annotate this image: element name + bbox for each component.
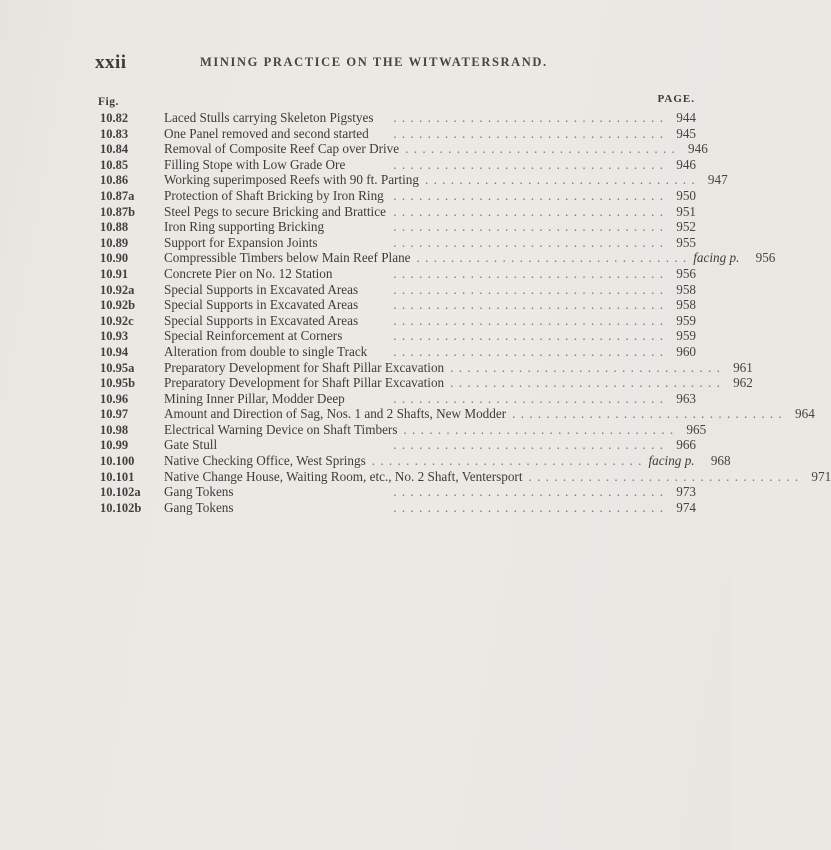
page-number: 947 <box>707 172 728 188</box>
figure-entry <box>100 250 776 266</box>
figure-title: Amount and Direction of Sag, Nos. 1 and 2 Shafts, New Modder <box>164 406 507 422</box>
figure-entry <box>100 313 696 329</box>
dot-leader: . . . . . . . . . . . . . . . . . . . . . . . . . . . . . . . . <box>393 281 664 297</box>
page-number: 966 <box>676 437 696 453</box>
page-number: 968 <box>710 453 731 469</box>
figure-number: 10.84 <box>100 142 129 157</box>
page-number: 958 <box>676 281 696 297</box>
page-number: 964 <box>795 406 815 422</box>
dot-leader: . . . . . . . . . . . . . . . . . . . . . . . . . . . . . . . . <box>405 141 676 157</box>
figure-entry <box>100 297 696 313</box>
figure-number: 10.98 <box>100 422 129 437</box>
dot-leader: . . . . . . . . . . . . . . . . . . . . . . . . . . . . . . . . <box>393 297 664 313</box>
running-title: MINING PRACTICE ON THE WITWATERSRAND. <box>200 55 548 69</box>
figure-entry <box>100 126 696 142</box>
figure-number: 10.91 <box>100 266 129 281</box>
page-number: 952 <box>676 219 696 235</box>
facing-page-note: facing p. <box>693 250 740 266</box>
figure-entry <box>100 282 696 298</box>
figure-number: 10.95a <box>100 360 135 375</box>
figure-title: Mining Inner Pillar, Modder Deep <box>164 390 345 406</box>
figure-title: Support for Expansion Joints <box>164 234 318 250</box>
figure-title: One Panel removed and second started <box>164 125 369 141</box>
page-number: 956 <box>755 250 776 266</box>
figure-title: Iron Ring supporting Bricking <box>164 219 325 235</box>
figure-title: Laced Stulls carrying Skeleton Pigstyes <box>164 110 374 125</box>
figure-entry <box>100 437 696 453</box>
figure-number: 10.87a <box>100 188 135 203</box>
figure-number: 10.89 <box>100 235 129 250</box>
figure-number: 10.92c <box>100 313 134 328</box>
dot-leader: . . . . . . . . . . . . . . . . . . . . . . . . . . . . . . . . <box>450 359 721 375</box>
dot-leader: . . . . . . . . . . . . . . . . . . . . . . . . . . . . . . . . <box>371 453 643 469</box>
dot-leader: . . . . . . . . . . . . . . . . . . . . . . . . . . . . . . . . <box>512 406 783 422</box>
figure-title: Electrical Warning Device on Shaft Timbers <box>164 421 398 437</box>
figure-entry <box>100 172 728 188</box>
figure-title: Special Supports in Excavated Areas <box>164 312 359 328</box>
figure-title: Special Supports in Excavated Areas <box>164 297 359 313</box>
figure-title: Special Reinforcement at Corners <box>164 328 343 344</box>
dot-leader: . . . . . . . . . . . . . . . . . . . . . . . . . . . . . . . . <box>393 343 664 359</box>
figure-title: Protection of Shaft Bricking by Iron Ring <box>164 187 384 203</box>
figure-number: 10.90 <box>100 251 129 266</box>
figure-entry <box>100 328 696 344</box>
fig-column-heading: Fig. <box>98 96 119 108</box>
figure-entry <box>100 421 707 438</box>
figure-title: Preparatory Development for Shaft Pillar Excavation <box>164 359 445 375</box>
dot-leader: . . . . . . . . . . . . . . . . . . . . . . . . . . . . . . . . <box>393 219 664 235</box>
figure-entry <box>100 453 731 469</box>
dot-leader: . . . . . . . . . . . . . . . . . . . . . . . . . . . . . . . . <box>393 437 664 453</box>
figure-number: 10.92b <box>100 298 136 313</box>
figure-entry <box>100 391 696 407</box>
dot-leader: . . . . . . . . . . . . . . . . . . . . . . . . . . . . . . . . <box>393 312 664 328</box>
figure-number: 10.92a <box>100 282 135 297</box>
dot-leader: . . . . . . . . . . . . . . . . . . . . . . . . . . . . . . . . <box>393 110 664 125</box>
figure-number: 10.99 <box>100 438 129 453</box>
dot-leader: . . . . . . . . . . . . . . . . . . . . . . . . . . . . . . . . <box>393 234 664 250</box>
figure-number: 10.97 <box>100 407 129 422</box>
page-number: 956 <box>676 265 696 281</box>
figure-title: Gang Tokens <box>164 499 234 515</box>
page-column-heading: PAGE. <box>657 93 695 105</box>
dot-leader: . . . . . . . . . . . . . . . . . . . . . . . . . . . . . . . . <box>393 125 664 141</box>
figure-title: Compressible Timbers below Main Reef Plane <box>164 250 411 266</box>
figure-number: 10.102b <box>100 500 142 515</box>
figure-number: 10.86 <box>100 173 129 188</box>
page-number: 955 <box>676 234 696 250</box>
page-number: 965 <box>686 421 707 437</box>
page-number: 961 <box>733 359 753 375</box>
page-number: 959 <box>676 312 696 328</box>
page-number: 971 <box>811 468 831 484</box>
figure-entry <box>100 359 753 376</box>
figure-entry <box>100 204 696 220</box>
figure-entry <box>100 406 815 422</box>
figure-number: 10.95b <box>100 376 136 391</box>
figure-title: Steel Pegs to secure Bricking and Brattice <box>164 203 386 219</box>
dot-leader: . . . . . . . . . . . . . . . . . . . . . . . . . . . . . . . . <box>416 250 688 266</box>
figure-title: Concrete Pier on No. 12 Station <box>164 265 333 281</box>
facing-page-note: facing p. <box>648 453 695 469</box>
page-number: 946 <box>688 141 708 157</box>
page-number: 963 <box>676 390 696 406</box>
page-number: 945 <box>676 125 696 141</box>
figure-number: 10.88 <box>100 220 129 235</box>
dot-leader: . . . . . . . . . . . . . . . . . . . . . . . . . . . . . . . . <box>393 390 664 406</box>
figure-title: Gate Stull <box>164 437 218 453</box>
figure-number: 10.85 <box>100 157 129 172</box>
page-folio: xxii <box>95 52 127 73</box>
page-number: 973 <box>676 484 696 500</box>
figure-number: 10.87b <box>100 204 136 219</box>
figure-title: Removal of Composite Reef Cap over Drive <box>164 141 400 157</box>
dot-leader: . . . . . . . . . . . . . . . . . . . . . . . . . . . . . . . . <box>393 156 664 172</box>
dot-leader: . . . . . . . . . . . . . . . . . . . . . . . . . . . . . . . . <box>393 328 664 344</box>
dot-leader: . . . . . . . . . . . . . . . . . . . . . . . . . . . . . . . . <box>450 375 721 391</box>
figure-entry <box>100 344 696 360</box>
figure-title: Preparatory Development for Shaft Pillar Excavation <box>164 375 445 391</box>
figure-entry <box>100 500 696 516</box>
figure-title: Alteration from double to single Track <box>164 343 368 359</box>
page-number: 962 <box>733 375 753 391</box>
figure-title: Gang Tokens <box>164 484 234 500</box>
figure-number: 10.102a <box>100 485 141 500</box>
figure-entry <box>100 141 708 157</box>
dot-leader: . . . . . . . . . . . . . . . . . . . . . . . . . . . . . . . . <box>393 265 664 281</box>
figure-entry <box>100 484 696 500</box>
dot-leader: . . . . . . . . . . . . . . . . . . . . . . . . . . . . . . . . <box>424 172 696 188</box>
figure-number: 10.100 <box>100 454 135 469</box>
figure-entry <box>100 157 696 173</box>
figure-number: 10.93 <box>100 329 129 344</box>
page-number: 959 <box>676 328 696 344</box>
dot-leader: . . . . . . . . . . . . . . . . . . . . . . . . . . . . . . . . <box>393 187 664 203</box>
figure-title: Special Supports in Excavated Areas <box>164 281 359 297</box>
figure-title: Filling Stope with Low Grade Ore <box>164 156 346 172</box>
page-number: 958 <box>676 297 696 313</box>
dot-leader: . . . . . . . . . . . . . . . . . . . . . . . . . . . . . . . . <box>393 484 664 500</box>
figure-number: 10.82 <box>100 111 129 125</box>
figure-entry <box>100 468 831 485</box>
figure-title: Working superimposed Reefs with 90 ft. Parting <box>164 172 419 188</box>
dot-leader: . . . . . . . . . . . . . . . . . . . . . . . . . . . . . . . . <box>393 499 664 515</box>
figure-entry <box>100 266 696 282</box>
figure-title: Native Change House, Waiting Room, etc., No. 2 Shaft, Ventersport <box>164 468 523 484</box>
page-number: 944 <box>676 110 696 125</box>
figure-entry <box>100 235 696 251</box>
page-number: 974 <box>676 499 696 515</box>
figure-entry <box>100 110 696 126</box>
figure-title: Native Checking Office, West Springs <box>164 453 366 469</box>
dot-leader: . . . . . . . . . . . . . . . . . . . . . . . . . . . . . . . . <box>403 421 675 437</box>
page-number: 946 <box>676 156 696 172</box>
dot-leader: . . . . . . . . . . . . . . . . . . . . . . . . . . . . . . . . <box>393 203 664 219</box>
figure-number: 10.101 <box>100 469 135 484</box>
figure-number: 10.83 <box>100 126 129 141</box>
list-of-figures <box>100 110 831 515</box>
figure-entry <box>100 375 753 391</box>
page-number: 951 <box>676 203 696 219</box>
page-number: 960 <box>676 343 696 359</box>
figure-number: 10.94 <box>100 344 129 359</box>
dot-leader: . . . . . . . . . . . . . . . . . . . . . . . . . . . . . . . . <box>528 468 800 484</box>
page-number: 950 <box>676 187 696 203</box>
figure-entry <box>100 188 696 204</box>
figure-number: 10.96 <box>100 391 129 406</box>
figure-entry <box>100 219 696 235</box>
